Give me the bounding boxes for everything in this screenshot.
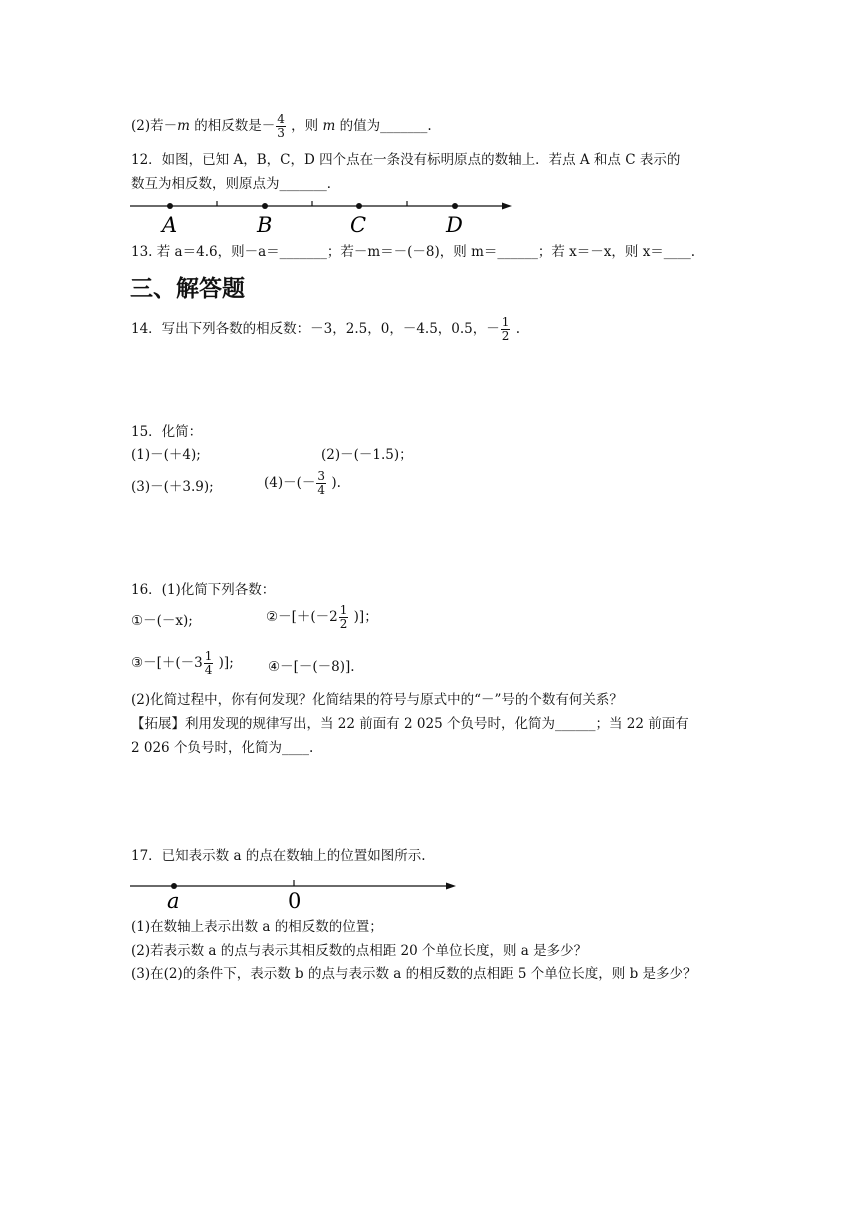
question-15-title: 15．化简： — [131, 424, 203, 440]
question-16-item-3 — [131, 650, 234, 677]
question-15-part-1: (1)－(＋4); — [131, 447, 201, 463]
q11-suffix: 的值为_______. — [335, 118, 432, 134]
q14-suffix: . — [511, 321, 520, 337]
q16-i2-suffix: )]； — [349, 609, 378, 625]
question-16-item-2 — [266, 604, 378, 631]
label-a: A — [162, 213, 178, 237]
question-16-extension-line-1: 【拓展】利用发现的规律写出，当 22 前面有 2 025 个负号时，化简为______；当 22 前面有 — [131, 716, 689, 732]
q11-mid: 的相反数是－ — [189, 118, 276, 134]
q16-i3-num: 1 — [204, 649, 213, 663]
number-line-a — [128, 874, 468, 914]
question-12-line-1: 12．如图，已知 A，B，C，D 四个点在一条没有标明原点的数轴上．若点 A 和点 C 表示的 — [131, 152, 681, 168]
q11-frac-den: 3 — [277, 126, 285, 140]
q14-frac-num: 1 — [501, 315, 510, 329]
q16-i3-fraction — [204, 650, 214, 677]
label-d: D — [446, 213, 463, 237]
q11-frac-num: 4 — [277, 112, 285, 126]
q15-p4-prefix: (4)－(－ — [264, 475, 316, 491]
q16-i3-suffix: )]; — [214, 655, 234, 671]
question-15-part-4 — [264, 470, 341, 497]
q15-p4-num: 3 — [317, 469, 326, 483]
label-c: C — [350, 213, 367, 237]
point-b — [262, 203, 268, 209]
section-title: 三、解答题 — [130, 276, 245, 302]
q14-text: 14．写出下列各数的相反数：－3，2.5，0，－4.5，0.5，－ — [131, 321, 500, 337]
axis-arrow — [446, 883, 456, 890]
question-13: 13. 若 a＝4.6，则－a＝_______；若－m＝－(－8)，则 m＝______；若 x＝－x，则 x＝____. — [131, 244, 696, 260]
q16-i3-prefix: ③－[＋(－3 — [131, 655, 203, 671]
q16-i2-den: 2 — [339, 617, 348, 631]
q15-p4-fraction — [316, 470, 326, 497]
axis-arrow — [502, 203, 512, 210]
question-16-item-1: ①－(－x); — [131, 613, 193, 629]
question-17-part-3: (3)在(2)的条件下，表示数 b 的点与表示数 a 的相反数的点相距 5 个单位长度，则 b 是多少？ — [131, 966, 697, 982]
q11-prefix: (2)若－ — [131, 118, 178, 134]
q11-var-m: m — [177, 118, 190, 134]
point-a — [167, 203, 173, 209]
q14-fraction — [501, 316, 511, 343]
q11-var-m2: m — [322, 118, 336, 134]
q15-p4-suffix: ). — [327, 475, 341, 491]
question-17-part-1: (1)在数轴上表示出数 a 的相反数的位置； — [131, 919, 383, 935]
q11-fraction — [276, 113, 286, 140]
q11-after: ，则 — [286, 118, 323, 134]
question-17-title: 17．已知表示数 a 的点在数轴上的位置如图所示. — [131, 848, 426, 864]
question-16-title: 16．(1)化简下列各数： — [131, 582, 276, 598]
question-11-part-2 — [131, 113, 432, 140]
question-12-line-2: 数互为相反数，则原点为_______． — [131, 176, 341, 192]
point-c — [356, 203, 362, 209]
q16-i3-den: 4 — [204, 663, 213, 677]
point-d — [452, 203, 458, 209]
question-14 — [131, 316, 520, 343]
question-17-part-2: (2)若表示数 a 的点与表示其相反数的点相距 20 个单位长度，则 a 是多少？ — [131, 943, 588, 959]
q15-p4-den: 4 — [317, 483, 326, 497]
q16-i2-prefix: ②－[＋(－2 — [266, 609, 338, 625]
question-16-part-2: (2)化简过程中，你有何发现？化简结果的符号与原式中的“－”号的个数有何关系？ — [131, 692, 623, 708]
label-a: a — [167, 889, 180, 913]
question-16-item-4: ④－[－(－8)]. — [268, 659, 355, 675]
label-origin: 0 — [288, 889, 302, 913]
question-15-part-3: (3)－(＋3.9); — [131, 479, 214, 495]
label-b: B — [257, 213, 273, 237]
q14-frac-den: 2 — [501, 329, 510, 343]
q16-i2-num: 1 — [339, 603, 348, 617]
number-line-abcd — [128, 194, 518, 238]
question-15-part-2: (2)－(－1.5)； — [321, 447, 413, 463]
q16-i2-fraction — [339, 604, 349, 631]
question-16-extension-line-2: 2 026 个负号时，化简为____. — [131, 740, 314, 756]
